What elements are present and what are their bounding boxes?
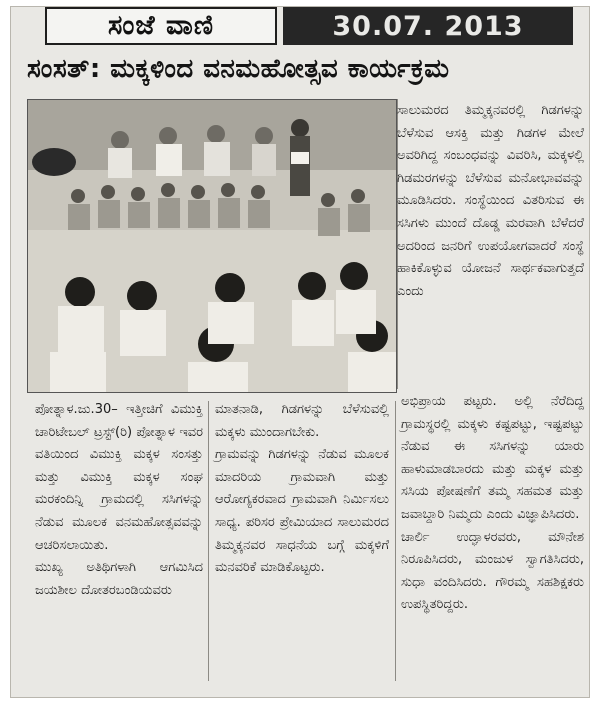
column-divider [395, 401, 396, 681]
paragraph: ಚಾರ್ಲಿ ಉದ್ಘಾಳರವರು, ಮೌನೇಶ ನಿರೂಪಿಸಿದರು, ಮಂಜುಳ ಸ್ವಾಗತಿಸಿದರು, ಸುಧಾ ವಂದಿಸಿದರು. ಗೌರಮ್ಮ ಸಹಶಿಕ್ಷಕರು ಉಪಸ್ಥಿತರಿದ್ದರು. [401, 529, 584, 613]
article-column-middle [215, 399, 389, 580]
article-column-right-top [397, 100, 584, 303]
publication-date: 30.07. 2013 [283, 7, 573, 45]
paragraph: ಪೋತ್ನಾಳ.ಜು.30– ಇತ್ತೀಚಿಗೆ ವಿಮುಕ್ತಿ ಚಾರಿಟೇಬಲ್ ಟ್ರಸ್ಟ್(ರಿ) ಪೋತ್ನಾಳ ಇವರ ವತಿಯಿಂದ ವಿಮುಕ್ತಿ ಮಕ್ಕಳ ಸಂಸತ್ತು ಮತ್ತು ವಿಮುಕ್ತಿ ಮಕ್ಕಳ ಸಂಘ ಮರಕಂದಿನ್ನಿ ಗ್ರಾಮದಲ್ಲಿ ಸಸಿಗಳನ್ನು ನೆಡುವ ಮೂಲಕ ವನಮಹೋತ್ಸವವನ್ನು ಆಚರಿಸಲಾಯಿತು. [35, 402, 203, 553]
article-headline: ಸಂಸತ್: ಮಕ್ಕಳಿಂದ ವನಮಹೋತ್ಸವ ಕಾರ್ಯಕ್ರಮ [27, 54, 450, 84]
paragraph: ಮುಖ್ಯ ಅತಿಥಿಗಳಾಗಿ ಆಗಮಿಸಿದ ಜಯಶೀಲ ದೋತರಬಂಡಿಯವರು [35, 560, 203, 598]
newspaper-logo [45, 7, 277, 45]
logo-text: ಸಂಜೆ ವಾಣಿ [108, 10, 214, 41]
newspaper-clipping [10, 6, 590, 698]
column-divider [208, 401, 209, 681]
paragraph: ಅಭಿಪ್ರಾಯ ಪಟ್ಟರು. ಅಲ್ಲಿ ನೆರೆದಿದ್ದ ಗ್ರಾಮಸ್ಥರಲ್ಲಿ ಮಕ್ಕಳು ಕಷ್ಟಪಟ್ಟು, ಇಷ್ಟಪಟ್ಟು ನೆಡುವ ಈ ಸಸಿಗಳನ್ನು ಯಾರು ಹಾಳುಮಾಡಬಾರದು ಮತ್ತು ಮಕ್ಕಳ ಮತ್ತು ಸಸಿಯ ಪೋಷಣೆಗೆ ತಮ್ಮ ಸಹಮತ ಮತ್ತು ಜವಾಬ್ದಾರಿ ನಿಮ್ಮದು ಎಂದು ವಿಜ್ಞಾಪಿಸಿದರು. [401, 394, 584, 522]
article-photo [27, 99, 397, 393]
paragraph: ಸಾಲುಮರದ ತಿಮ್ಮಕ್ಕನವರಲ್ಲಿ ಗಿಡಗಳನ್ನು ಬೆಳೆಸುವ ಆಸಕ್ತಿ ಮತ್ತು ಗಿಡಗಳ ಮೇಲೆ ಅವರಿಗಿದ್ದ ಸಂಬಂಧವನ್ನು ವಿವರಿಸಿ, ಮಕ್ಕಳಲ್ಲಿ ಗಿಡಮರಗಳನ್ನು ಬೆಳೆಸುವ ಮನೋಭಾವವನ್ನು ಮೂಡಿಸಿದರು. ಸಂಸ್ಥೆಯಿಂದ ವಿತರಿಸುವ ಈ ಸಸಿಗಳು ಮುಂದೆ ದೊಡ್ಡ ಮರವಾಗಿ ಬೆಳೆದರೆ ಅದರಿಂದ ಜನರಿಗೆ ಉಪಯೋಗವಾದರೆ ಸಂಸ್ಥೆ ಹಾಕಿಕೊಳ್ಳುವ ಯೋಜನೆ ಸಾರ್ಥಕವಾಗುತ್ತದೆ ಎಂದು [397, 103, 584, 299]
article-column-right [401, 391, 584, 617]
paragraph: ಗ್ರಾಮವನ್ನು ಗಿಡಗಳನ್ನು ನೆಡುವ ಮೂಲಕ ಮಾದರಿಯ ಗ್ರಾಮವಾಗಿ ಮತ್ತು ಆರೋಗ್ಯಕರವಾದ ಗ್ರಾಮವಾಗಿ ನಿರ್ಮಿಸಲು ಸಾಧ್ಯ. ಪರಿಸರ ಪ್ರೇಮಿಯಾದ ಸಾಲುಮರದ ತಿಮ್ಮಕ್ಕನವರ ಸಾಧನೆಯ ಬಗ್ಗೆ ಮಕ್ಕಳಿಗೆ ಮನವರಿಕೆ ಮಾಡಿಕೊಟ್ಟರು. [215, 447, 389, 576]
article-column-left [35, 399, 203, 602]
paragraph: ಮಾತನಾಡಿ, ಗಿಡಗಳನ್ನು ಬೆಳೆಸುವಲ್ಲಿ ಮಕ್ಕಳು ಮುಂದಾಗಬೇಕು. [215, 402, 389, 440]
